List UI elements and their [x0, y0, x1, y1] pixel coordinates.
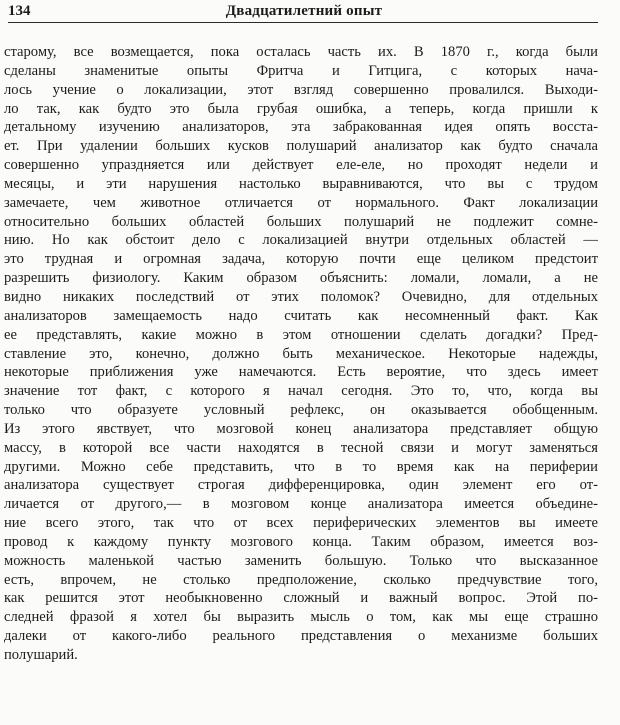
text-line: видно никаких последствий от этих поломок? Очевидно, для отдельных: [4, 288, 598, 305]
header-rule: [8, 22, 598, 23]
text-line: другими. Можно себе представить, что в то время как на периферии: [4, 458, 598, 475]
text-line: ет. При удалении больших кусков полушарий анализатор как будто сначала: [4, 138, 598, 155]
text-line: ее представлять, какие можно в этом отношении сделать догадки? Пред-: [4, 326, 598, 343]
text-line: Из этого явствует, что мозговой конец анализатора представляет общую: [4, 420, 598, 437]
text-line: старому, все возмещается, пока осталась часть их. В 1870 г., когда были: [4, 44, 598, 60]
text-line: провод к каждому пункту мозгового конца. Таким образом, имеется воз-: [4, 533, 598, 550]
text-line: замечаете, чем животное отличается от нормального. Факт локализации: [4, 194, 598, 211]
text-line: ставление это, конечно, должно быть механическое. Некоторые надежды,: [4, 345, 598, 362]
text-line: массу, в которой все части находятся в тесной связи и могут заменяться: [4, 439, 598, 456]
text-line: детальному изучению анализаторов, эта забракованная идея опять восста-: [4, 119, 598, 136]
text-line: совершенно упраздняется или действует еле-еле, но проходят недели и: [4, 157, 598, 174]
text-line: можность маленькой частью заменить большую. Только что высказанное: [4, 552, 598, 569]
text-line: некоторые приближения уже намечаются. Есть вероятие, что здесь имеет: [4, 364, 598, 381]
page-number: 134: [8, 3, 31, 19]
text-line: только что образуете условный рефлекс, он оказывается обобщенным.: [4, 402, 598, 419]
text-line: это трудная и огромная задача, которую почти еще целиком предстоит: [4, 251, 598, 268]
text-line: есть, впрочем, не столько предположение, сколько предчувствие того,: [4, 571, 598, 588]
text-line: как решится этот необыкновенно сложный и важный вопрос. Этой по-: [4, 590, 598, 607]
text-line: полушарий.: [4, 647, 78, 663]
body-text: [4, 43, 598, 665]
text-line: значение тот факт, с которого я начал сегодня. Это то, что, когда вы: [4, 383, 598, 400]
text-line: относительно больших областей больших полушарий не подлежит сомне-: [4, 213, 598, 230]
text-line: сделаны знаменитые опыты Фритча и Гитцига, с которых нача-: [4, 62, 598, 79]
running-title: Двадцатилетний опыт: [225, 3, 383, 19]
text-line: личается от другого,— в мозговом конце анализатора имеется объедине-: [4, 496, 598, 513]
text-line: месяцы, и эти нарушения настолько выравниваются, что вы с трудом: [4, 175, 598, 192]
text-line: анализатора существует строгая дифференцировка, один элемент его от-: [4, 477, 598, 494]
text-line: лось учение о локализации, этот взгляд совершенно провалился. Выходи-: [4, 81, 598, 98]
text-line: анализаторов замещаемость надо считать как несомненный факт. Как: [4, 307, 598, 324]
text-line: ло так, как будто это была грубая ошибка, а теперь, когда пришли к: [4, 100, 598, 117]
text-line: разрешить физиологу. Каким образом объяснить: ломали, ломали, а не: [4, 270, 598, 287]
text-line: нию. Но как обстоит дело с локализацией внутри отдельных областей —: [4, 232, 598, 249]
text-line: далеки от какого-либо реального представления о механизме больших: [4, 628, 598, 645]
text-line: ние всего этого, так что от всех периферических элементов вы имеете: [4, 515, 598, 532]
text-line: следней фразой я хотел бы выразить мысль о том, как мы еще страшно: [4, 609, 598, 626]
page-header: [8, 0, 600, 22]
